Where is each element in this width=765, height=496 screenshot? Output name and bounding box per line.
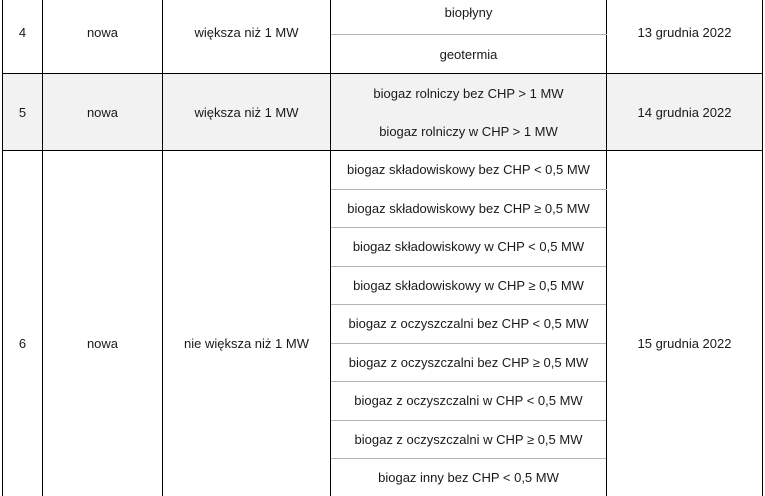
date-cell: 15 grudnia 2022 — [607, 151, 763, 496]
capacity-cell: nie większa niż 1 MW — [163, 151, 331, 496]
auction-table — [2, 0, 763, 496]
table-row — [3, 151, 763, 190]
technology-cell: biogaz inny bez CHP < 0,5 MW — [331, 459, 607, 496]
technology-cell: biogaz składowiskowy w CHP < 0,5 MW — [331, 228, 607, 267]
table-row — [3, 74, 763, 151]
row-number: 4 — [3, 0, 43, 74]
technology-cell: biogaz z oczyszczalni bez CHP ≥ 0,5 MW — [331, 343, 607, 382]
row-number: 6 — [3, 151, 43, 496]
technology-cell: biogaz z oczyszczalni bez CHP < 0,5 MW — [331, 305, 607, 344]
technology-line: biogaz rolniczy bez CHP > 1 MW — [373, 85, 564, 101]
technology-line: biogaz rolniczy w CHP > 1 MW — [379, 123, 558, 139]
technology-cell: biopłyny — [331, 0, 607, 35]
technology-cell: geotermia — [331, 35, 607, 74]
date-cell: 13 grudnia 2022 — [607, 0, 763, 74]
status-cell: nowa — [43, 0, 163, 74]
technology-cell: biogaz składowiskowy bez CHP ≥ 0,5 MW — [331, 189, 607, 228]
capacity-cell: większa niż 1 MW — [163, 74, 331, 151]
status-cell: nowa — [43, 151, 163, 496]
technology-cell — [331, 74, 607, 151]
row-number: 5 — [3, 74, 43, 151]
status-cell: nowa — [43, 74, 163, 151]
technology-cell: biogaz z oczyszczalni w CHP < 0,5 MW — [331, 382, 607, 421]
table-row — [3, 0, 763, 35]
technology-cell: biogaz składowiskowy bez CHP < 0,5 MW — [331, 151, 607, 190]
date-cell: 14 grudnia 2022 — [607, 74, 763, 151]
technology-cell: biogaz składowiskowy w CHP ≥ 0,5 MW — [331, 266, 607, 305]
technology-cell: biogaz z oczyszczalni w CHP ≥ 0,5 MW — [331, 420, 607, 459]
capacity-cell: większa niż 1 MW — [163, 0, 331, 74]
